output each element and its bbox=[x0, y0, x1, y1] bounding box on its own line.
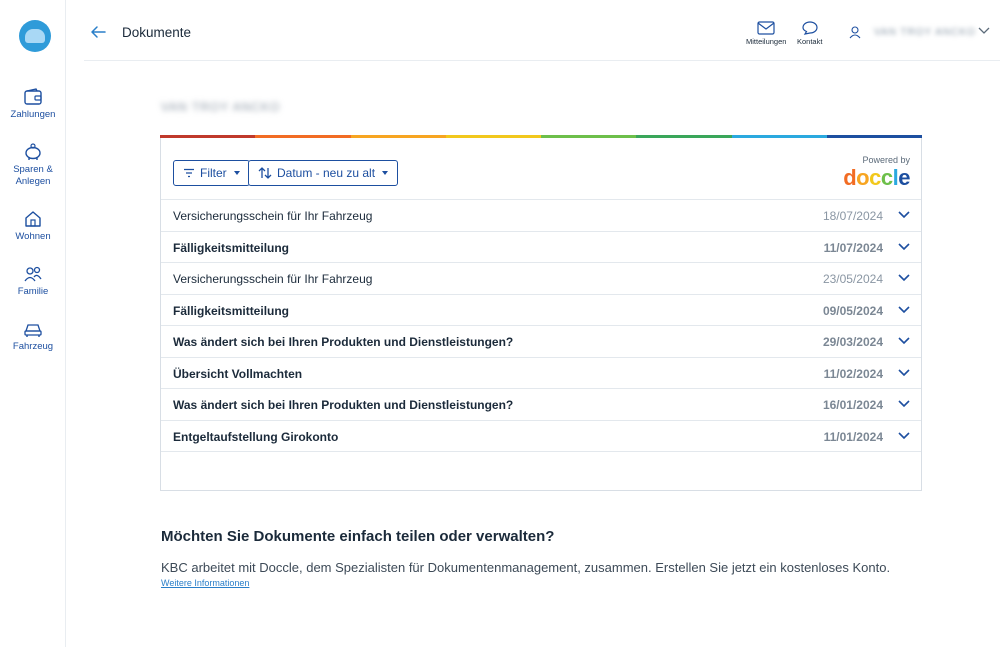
doccle-letter: c bbox=[880, 165, 893, 190]
caret-down-icon bbox=[234, 171, 240, 175]
sidebar-item-label: Zahlungen bbox=[10, 109, 56, 120]
sort-arrows-icon bbox=[258, 167, 272, 179]
doccle-letter: c bbox=[869, 165, 881, 190]
sort-label: Datum - neu zu alt bbox=[277, 166, 376, 180]
sidebar-item-familie[interactable] bbox=[0, 265, 66, 298]
bank-logo[interactable] bbox=[19, 20, 51, 52]
doccle-letter: l bbox=[892, 165, 899, 190]
sidebar-item-zahlungen[interactable] bbox=[0, 88, 66, 121]
family-icon bbox=[23, 265, 43, 283]
doccle-letter: d bbox=[843, 165, 857, 190]
top-header bbox=[84, 0, 1000, 61]
sidebar-item-label-line2: Anlegen bbox=[15, 176, 51, 187]
messages-button[interactable] bbox=[746, 21, 786, 46]
messages-label: Mitteilungen bbox=[746, 37, 787, 46]
document-row[interactable] bbox=[161, 389, 921, 421]
doccle-letter: e bbox=[898, 165, 910, 190]
sidebar-item-label: Familie bbox=[17, 286, 49, 297]
document-row[interactable] bbox=[161, 263, 921, 295]
document-row[interactable] bbox=[161, 295, 921, 327]
powered-by bbox=[843, 155, 910, 189]
doccle-logo[interactable] bbox=[843, 167, 910, 189]
car-icon bbox=[23, 320, 43, 338]
document-title: Versicherungsschein für Ihr Fahrzeug bbox=[173, 209, 373, 223]
chevron-down-icon[interactable] bbox=[898, 400, 910, 408]
chevron-down-icon[interactable] bbox=[898, 274, 910, 282]
contact-label: Kontakt bbox=[797, 37, 823, 46]
sidebar-item-sparen[interactable] bbox=[0, 143, 66, 188]
sidebar-item-wohnen[interactable] bbox=[0, 210, 66, 243]
sidebar bbox=[0, 0, 66, 647]
document-row[interactable] bbox=[161, 421, 921, 453]
document-title: Fälligkeitsmitteilung bbox=[173, 303, 290, 318]
documents-toolbar bbox=[161, 138, 921, 199]
more-info-link[interactable]: Weitere Informationen bbox=[161, 578, 250, 588]
share-heading: Möchten Sie Dokumente einfach teilen oder verwalten? bbox=[161, 528, 555, 545]
filter-icon bbox=[183, 168, 195, 178]
document-date: 11/01/2024 bbox=[823, 429, 883, 444]
documents-panel bbox=[160, 135, 922, 491]
document-title: Versicherungsschein für Ihr Fahrzeug bbox=[173, 272, 373, 286]
document-title: Was ändert sich bei Ihren Produkten und Dienstleistungen? bbox=[173, 335, 514, 349]
chevron-down-icon[interactable] bbox=[898, 306, 910, 314]
document-list bbox=[161, 199, 921, 452]
sidebar-item-fahrzeug[interactable] bbox=[0, 320, 66, 353]
sidebar-item-label: Fahrzeug bbox=[12, 341, 54, 352]
logo-mark bbox=[25, 29, 45, 43]
document-date: 09/05/2024 bbox=[822, 303, 883, 318]
document-date: 23/05/2024 bbox=[822, 272, 883, 286]
filter-label: Filter bbox=[200, 166, 227, 180]
document-title: Was ändert sich bei Ihren Produkten und Dienstleistungen? bbox=[173, 398, 514, 412]
document-date: 16/01/2024 bbox=[822, 398, 883, 412]
wallet-icon bbox=[23, 88, 43, 106]
document-date: 18/07/2024 bbox=[822, 209, 883, 223]
piggy-bank-icon bbox=[23, 143, 43, 161]
document-title: Übersicht Vollmachten bbox=[173, 366, 303, 381]
document-row[interactable] bbox=[161, 358, 921, 390]
account-name: VAN TROY ANCKO bbox=[161, 100, 281, 114]
document-date: 29/03/2024 bbox=[822, 335, 883, 349]
filter-button[interactable] bbox=[173, 160, 250, 186]
envelope-icon bbox=[757, 21, 775, 35]
document-date: 11/02/2024 bbox=[823, 366, 883, 381]
house-icon bbox=[23, 210, 43, 228]
document-row[interactable] bbox=[161, 232, 921, 264]
share-description: KBC arbeitet mit Doccle, dem Spezialisten für Dokumentenmanagement, zusammen. Erstellen Sie jetzt ein kostenloses Konto. bbox=[161, 560, 891, 575]
chevron-down-icon[interactable] bbox=[898, 211, 910, 219]
chevron-down-icon[interactable] bbox=[898, 243, 910, 251]
powered-by-text: Powered by bbox=[862, 155, 910, 165]
user-icon[interactable] bbox=[849, 26, 861, 39]
chevron-down-icon[interactable] bbox=[898, 432, 910, 440]
sidebar-item-label-line1: Sparen & bbox=[13, 164, 53, 175]
doccle-letter: o bbox=[856, 165, 870, 190]
contact-button[interactable] bbox=[797, 21, 822, 46]
chevron-down-icon[interactable] bbox=[978, 27, 990, 35]
document-date: 11/07/2024 bbox=[823, 240, 883, 255]
back-arrow-icon[interactable] bbox=[90, 25, 106, 39]
chevron-down-icon[interactable] bbox=[898, 337, 910, 345]
page-title: Dokumente bbox=[122, 25, 192, 40]
chat-bubble-icon bbox=[802, 21, 818, 35]
document-title: Fälligkeitsmitteilung bbox=[173, 240, 290, 255]
user-name[interactable]: VAN TROY ANCKO bbox=[874, 27, 976, 38]
sort-button[interactable] bbox=[248, 160, 398, 186]
document-row[interactable] bbox=[161, 326, 921, 358]
caret-down-icon bbox=[382, 171, 388, 175]
document-row[interactable] bbox=[161, 200, 921, 232]
document-title: Entgeltaufstellung Girokonto bbox=[173, 429, 339, 444]
chevron-down-icon[interactable] bbox=[898, 369, 910, 377]
sidebar-item-label: Wohnen bbox=[15, 231, 51, 242]
